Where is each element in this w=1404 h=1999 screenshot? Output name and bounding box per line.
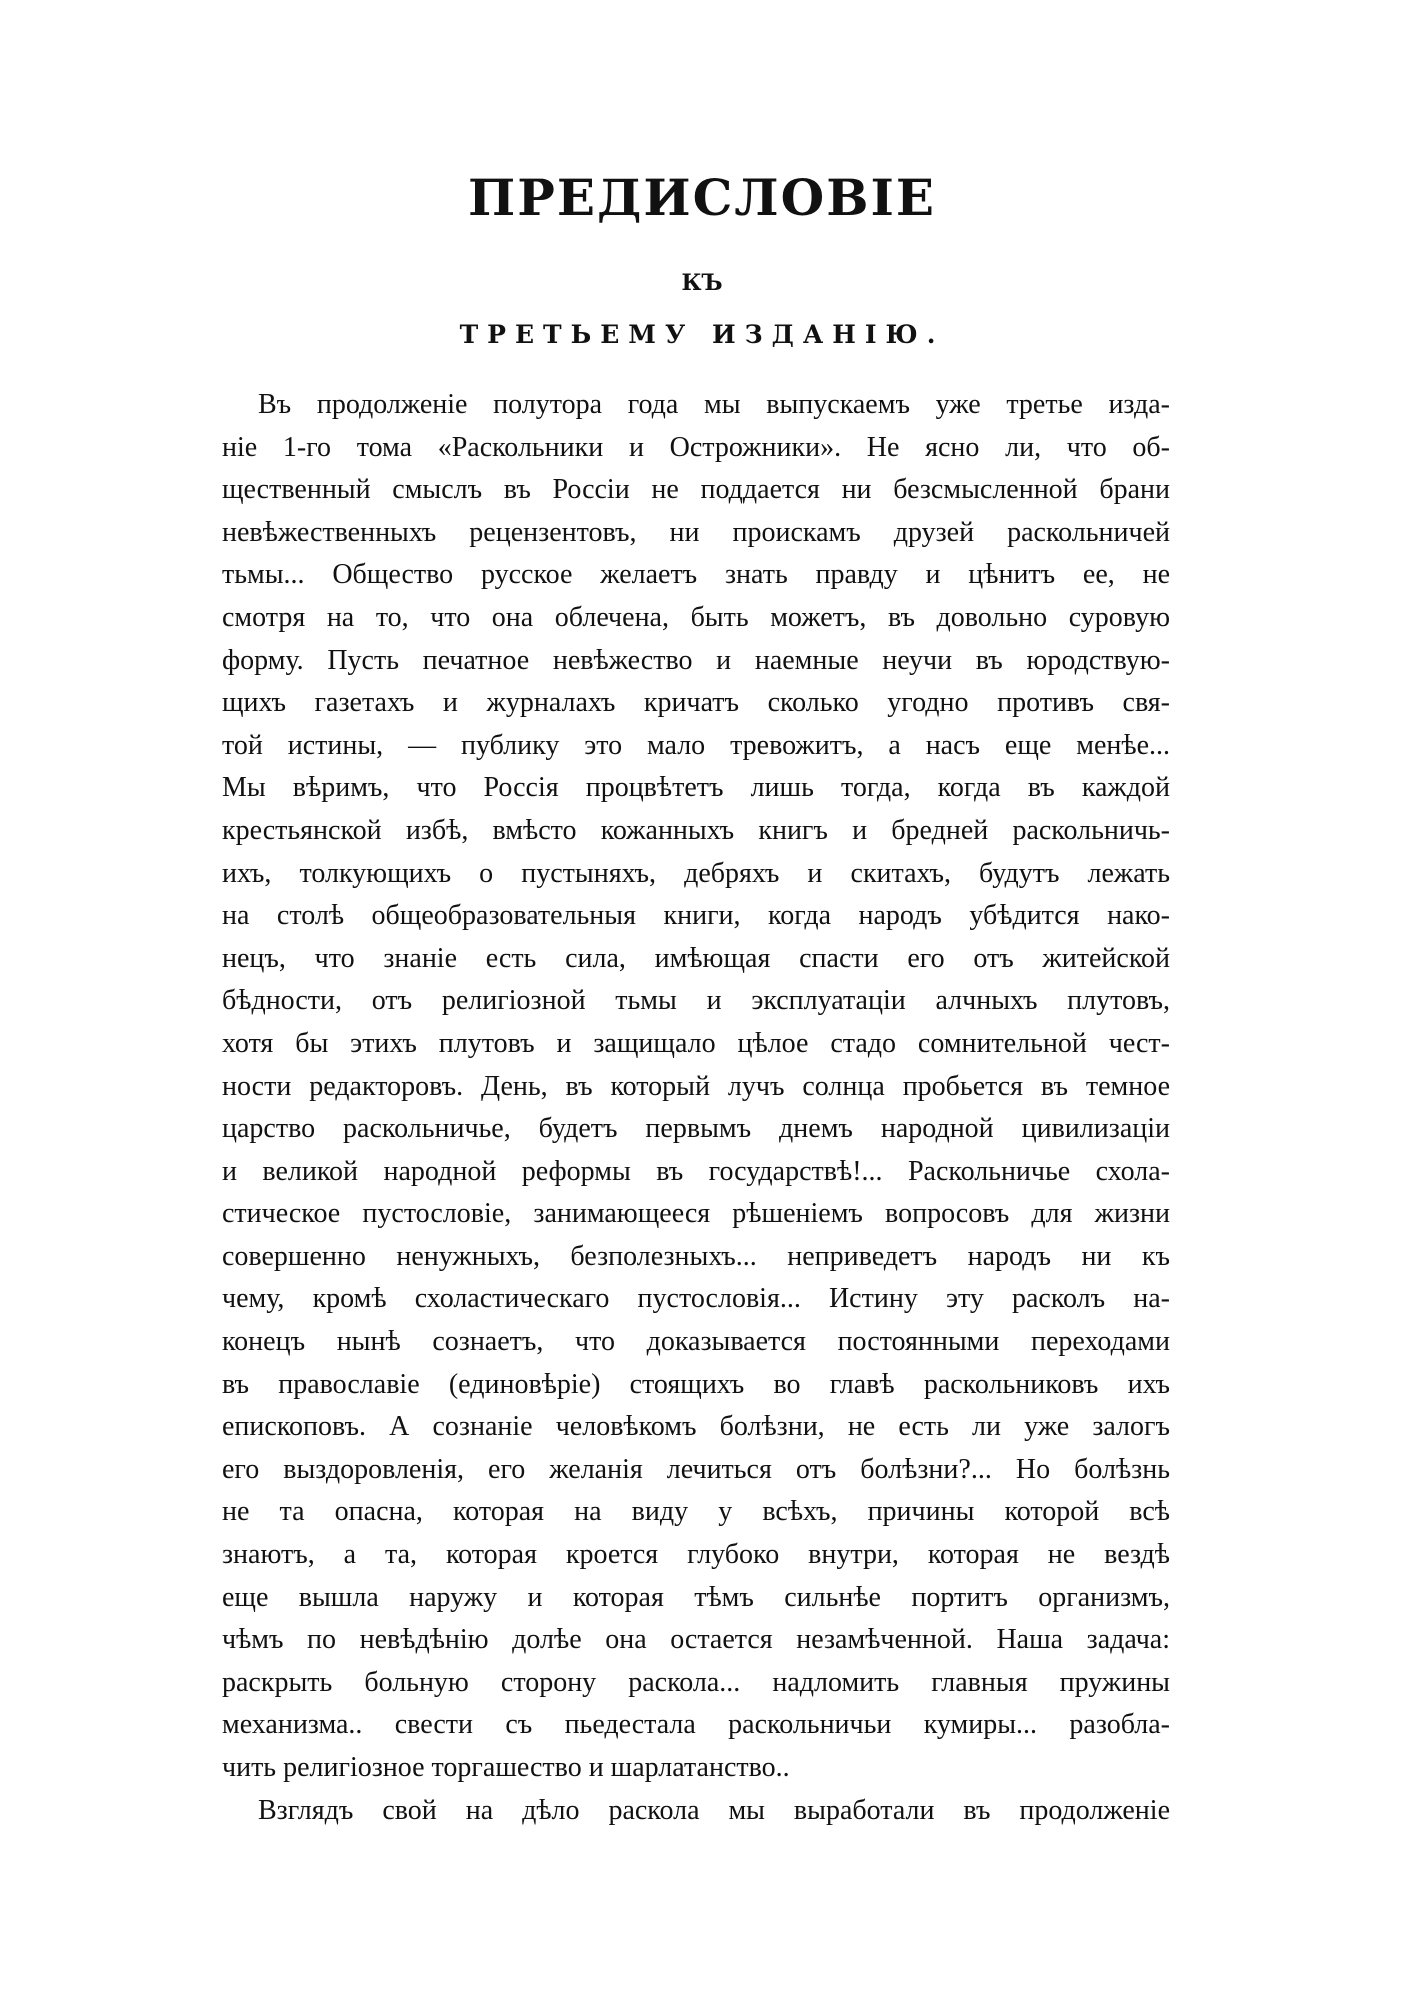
text-line: конецъ нынѣ сознаетъ, что доказывается постоянными переходами [222,1326,1170,1358]
text-line: Взглядъ свой на дѣло раскола мы выработали въ продолженіе [258,1794,1170,1826]
text-line: смотря на то, что она облечена, быть можетъ, въ довольно суровую [222,601,1170,633]
text-line: Въ продолженіе полутора года мы выпускаемъ уже третье изда- [258,389,1170,420]
text-line: невѣжественныхъ рецензентовъ, ни проискамъ друзей раскольничей [222,516,1170,548]
page-title: ПРЕДИСЛОВІЕ [468,168,936,227]
text-line: стическое пустословіе, занимающееся рѣшеніемъ вопросовъ для жизни [222,1198,1170,1230]
text-line: той истины, — публику это мало тревожитъ, а насъ еще менѣе... [222,729,1170,761]
text-line: чѣмъ по невѣдѣнію долѣе она остается незамѣченной. Наша задача: [222,1624,1170,1656]
text-line: его выздоровленія, его желанія лечиться отъ болѣзни?... Но болѣзнь [222,1453,1170,1485]
text-line: бѣдности, отъ религіозной тьмы и эксплуатаціи алчныхъ плутовъ, [222,985,1170,1017]
text-line: щихъ газетахъ и журналахъ кричатъ сколько угодно противъ свя- [222,687,1170,719]
text-line: и великой народной реформы въ государствѣ!... Раскольничье схола- [222,1155,1170,1187]
text-line: знаютъ, а та, которая кроется глубоко внутри, которая не вездѣ [222,1539,1170,1571]
text-line: совершенно ненужныхъ, безполезныхъ... неприведетъ народъ ни къ [222,1240,1170,1272]
text-line: форму. Пусть печатное невѣжество и наемные неучи въ юродствую- [222,644,1170,676]
text-line: раскрыть больную сторону раскола... надломить главныя пружины [222,1666,1170,1698]
text-line: ніе 1-го тома «Раскольники и Острожники». Не ясно ли, что об- [222,431,1170,463]
page-subtitle-preposition: КЪ [681,270,723,296]
text-line: въ православіе (единовѣріе) стоящихъ во главѣ раскольниковъ ихъ [222,1368,1170,1400]
body-text [222,384,1170,1832]
page-subtitle-edition: ТРЕТЬЕМУ ИЗДАНІЮ. [459,320,945,349]
text-line: чему, кромѣ схоластическаго пустословія... Истину эту расколъ на- [222,1283,1170,1315]
text-line: ихъ, толкующихъ о пустыняхъ, дебряхъ и скитахъ, будутъ лежать [222,857,1170,889]
text-line: Мы вѣримъ, что Россія процвѣтетъ лишь тогда, когда въ каждой [222,772,1170,804]
text-line: механизма.. свести съ пьедестала раскольничьи кумиры... разобла- [222,1709,1170,1741]
text-line: не та опасна, которая на виду у всѣхъ, причины которой всѣ [222,1496,1170,1528]
text-line: еще вышла наружу и которая тѣмъ сильнѣе портитъ организмъ, [222,1581,1170,1613]
text-line: чить религіозное торгашество и шарлатанство.. [222,1752,790,1783]
text-line: ности редакторовъ. День, въ который лучъ солнца пробьется въ темное [222,1070,1170,1102]
text-line: крестьянской избѣ, вмѣсто кожанныхъ книгъ и бредней раскольничь- [222,814,1170,846]
text-line: нецъ, что знаніе есть сила, имѣющая спасти его отъ житейской [222,942,1170,974]
text-line: епископовъ. А сознаніе человѣкомъ болѣзни, не есть ли уже залогъ [222,1411,1170,1443]
text-line: на столѣ общеобразовательныя книги, когда народъ убѣдится нако- [222,900,1170,932]
text-line: царство раскольничье, будетъ первымъ днемъ народной цивилизаціи [222,1113,1170,1145]
text-line: тьмы... Общество русское желаетъ знать правду и цѣнитъ ее, не [222,559,1170,591]
text-line: щественный смыслъ въ Россіи не поддается ни безсмысленной брани [222,474,1170,506]
text-line: хотя бы этихъ плутовъ и защищало цѣлое стадо сомнительной чест- [222,1027,1170,1059]
